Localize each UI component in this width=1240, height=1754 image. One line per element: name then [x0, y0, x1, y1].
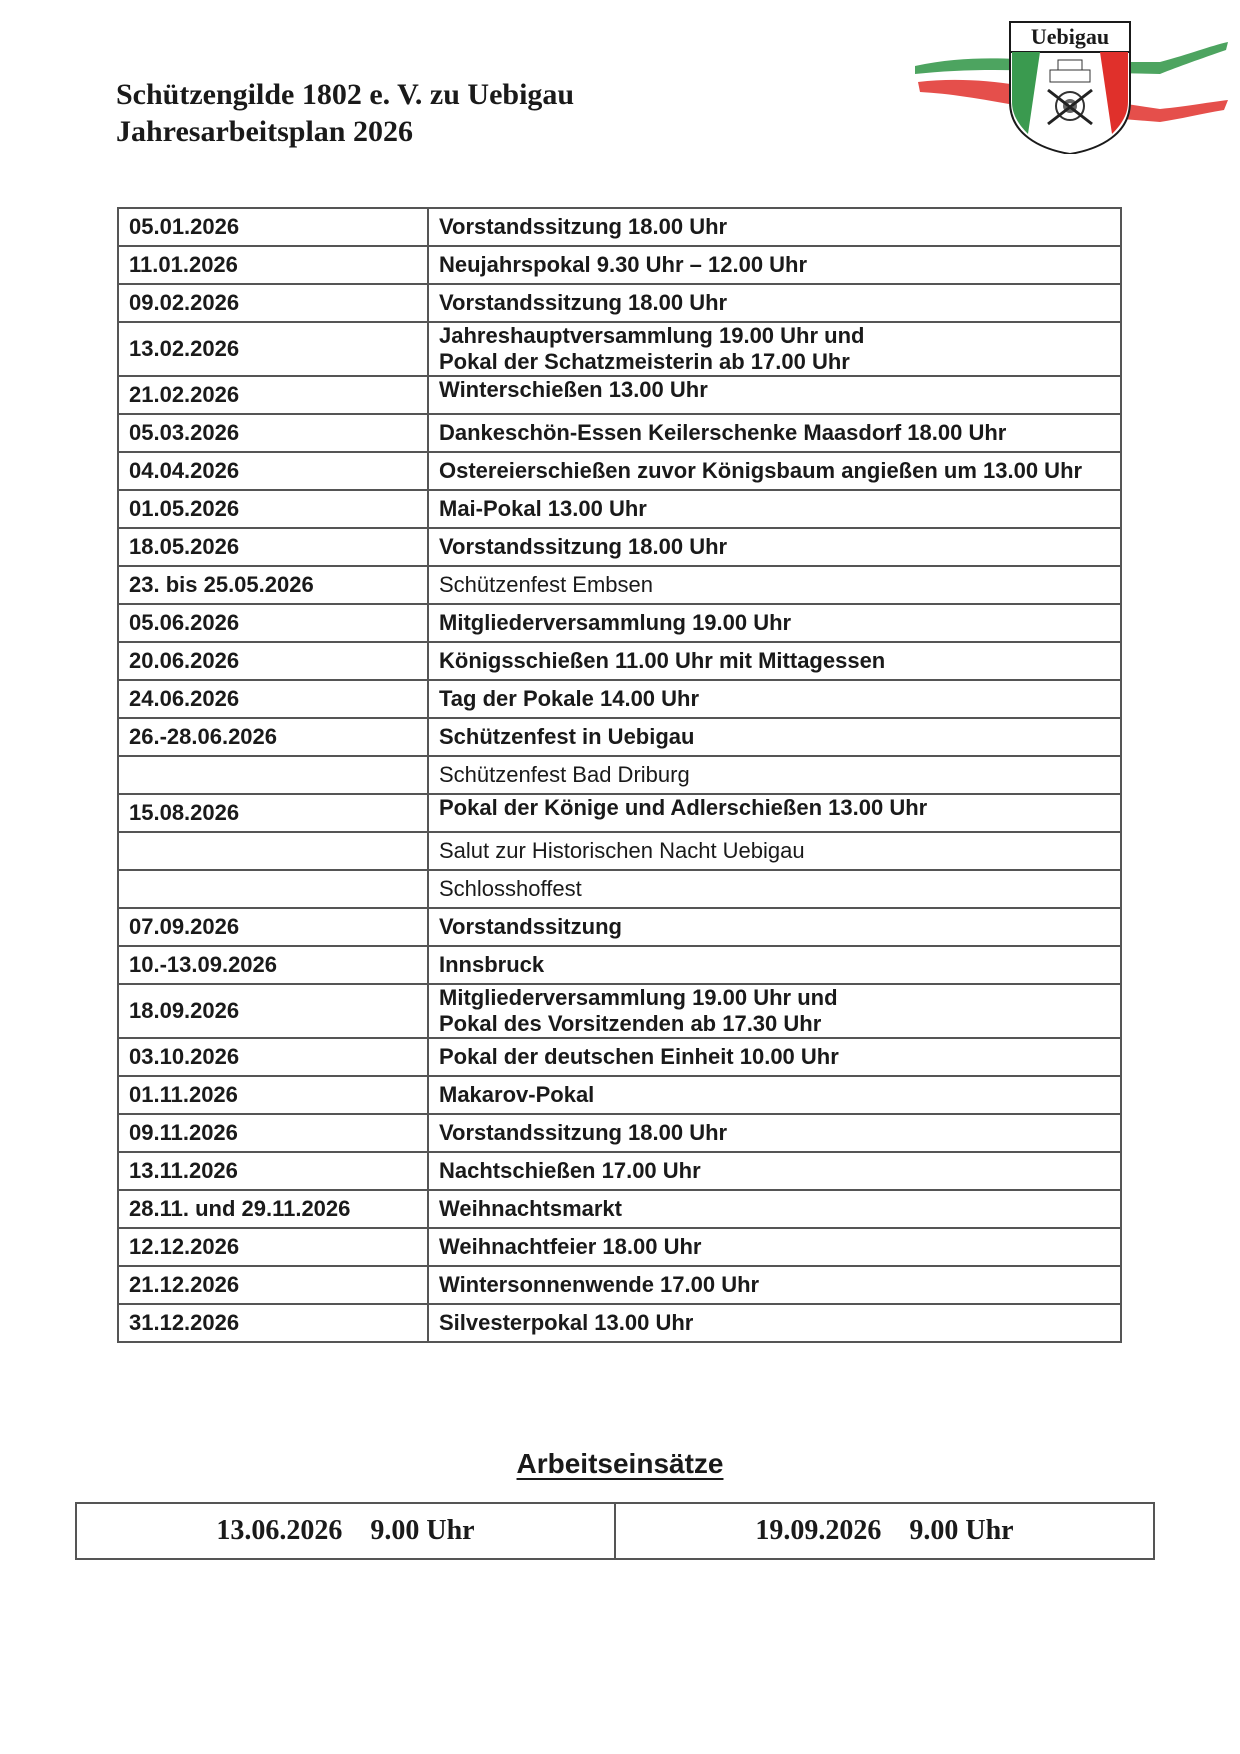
event-row — [118, 1190, 1121, 1228]
event-row — [118, 718, 1121, 756]
event-row — [118, 756, 1121, 794]
event-description — [428, 1190, 1121, 1228]
event-date: 09.02.2026 — [118, 284, 428, 322]
event-line: Tag der Pokale 14.00 Uhr — [439, 686, 700, 711]
event-row — [118, 870, 1121, 908]
event-date: 21.02.2026 — [118, 376, 428, 414]
event-date: 05.01.2026 — [118, 208, 428, 246]
event-date: 03.10.2026 — [118, 1038, 428, 1076]
event-description — [428, 284, 1121, 322]
event-line: Mai-Pokal 13.00 Uhr — [439, 496, 647, 521]
event-line: Pokal der Schatzmeisterin ab 17.00 Uhr — [439, 349, 850, 374]
event-line: Pokal der Könige und Adlerschießen 13.00 Uhr — [439, 795, 928, 820]
event-date: 01.11.2026 — [118, 1076, 428, 1114]
event-row — [118, 908, 1121, 946]
event-line: Innsbruck — [439, 952, 545, 977]
arbeitseinsatz-date: 13.06.2026 — [216, 1515, 343, 1546]
event-description — [428, 528, 1121, 566]
arbeitseinsaetze-title: Arbeitseinsätze — [516, 1448, 724, 1479]
event-description — [428, 794, 1121, 832]
event-row — [118, 246, 1121, 284]
event-description — [428, 1266, 1121, 1304]
event-row — [118, 832, 1121, 870]
event-description — [428, 414, 1121, 452]
event-line: Königsschießen 11.00 Uhr mit Mittagessen — [439, 648, 886, 673]
event-row — [118, 1266, 1121, 1304]
event-description — [428, 490, 1121, 528]
event-date: 11.01.2026 — [118, 246, 428, 284]
event-date: 23. bis 25.05.2026 — [118, 566, 428, 604]
event-date: 13.02.2026 — [118, 322, 428, 376]
event-row — [118, 1304, 1121, 1342]
event-line: Winterschießen 13.00 Uhr — [439, 377, 708, 402]
event-line: Dankeschön-Essen Keilerschenke Maasdorf 18.00 Uhr — [439, 420, 1007, 445]
event-date: 13.11.2026 — [118, 1152, 428, 1190]
arbeitseinsatz-date: 19.09.2026 — [755, 1515, 882, 1546]
event-date: 04.04.2026 — [118, 452, 428, 490]
event-description — [428, 756, 1121, 794]
event-description — [428, 1304, 1121, 1342]
event-description — [428, 718, 1121, 756]
event-line: Schützenfest Embsen — [439, 572, 654, 597]
plan-title: Jahresarbeitsplan 2026 — [116, 115, 413, 148]
event-row — [118, 1114, 1121, 1152]
event-line: Schützenfest Bad Driburg — [439, 762, 690, 787]
event-description — [428, 1038, 1121, 1076]
event-line: Vorstandssitzung 18.00 Uhr — [439, 290, 728, 315]
event-row — [118, 490, 1121, 528]
event-description — [428, 642, 1121, 680]
event-description — [428, 1228, 1121, 1266]
event-date — [118, 756, 428, 794]
arbeitseinsatz-cell — [615, 1503, 1154, 1559]
event-row — [118, 984, 1121, 1038]
event-line: Silvesterpokal 13.00 Uhr — [439, 1310, 694, 1335]
event-row — [118, 680, 1121, 718]
event-row — [118, 1076, 1121, 1114]
event-date: 07.09.2026 — [118, 908, 428, 946]
event-date: 26.-28.06.2026 — [118, 718, 428, 756]
event-line: Mitgliederversammlung 19.00 Uhr und — [439, 985, 838, 1010]
event-description — [428, 1152, 1121, 1190]
event-row — [118, 284, 1121, 322]
club-name: Schützengilde 1802 e. V. zu Uebigau — [116, 78, 575, 111]
event-row — [118, 946, 1121, 984]
event-date: 05.03.2026 — [118, 414, 428, 452]
events-table — [117, 207, 1122, 1343]
event-description — [428, 452, 1121, 490]
event-line: Vorstandssitzung — [439, 914, 622, 939]
event-date: 24.06.2026 — [118, 680, 428, 718]
event-row — [118, 376, 1121, 414]
event-date: 12.12.2026 — [118, 1228, 428, 1266]
event-line: Jahreshauptversammlung 19.00 Uhr und — [439, 323, 865, 348]
event-description — [428, 322, 1121, 376]
event-date: 20.06.2026 — [118, 642, 428, 680]
event-description — [428, 1076, 1121, 1114]
event-line: Weihnachtsmarkt — [439, 1196, 622, 1221]
event-date: 21.12.2026 — [118, 1266, 428, 1304]
event-row — [118, 794, 1121, 832]
arbeitseinsatz-cell — [76, 1503, 615, 1559]
event-date: 10.-13.09.2026 — [118, 946, 428, 984]
event-date — [118, 832, 428, 870]
logo-name: Uebigau — [1030, 24, 1110, 49]
event-date: 18.09.2026 — [118, 984, 428, 1038]
event-date — [118, 870, 428, 908]
event-date: 09.11.2026 — [118, 1114, 428, 1152]
event-line: Schlosshoffest — [439, 876, 582, 901]
event-row — [118, 1152, 1121, 1190]
event-line: Pokal der deutschen Einheit 10.00 Uhr — [439, 1044, 839, 1069]
event-description — [428, 246, 1121, 284]
event-description — [428, 604, 1121, 642]
event-line: Neujahrspokal 9.30 Uhr – 12.00 Uhr — [439, 252, 808, 277]
event-row — [118, 566, 1121, 604]
arbeitseinsatz-time: 9.00 Uhr — [909, 1515, 1014, 1546]
event-description — [428, 984, 1121, 1038]
event-description — [428, 832, 1121, 870]
document-title — [116, 76, 574, 150]
event-line: Vorstandssitzung 18.00 Uhr — [439, 214, 728, 239]
arbeitseinsaetze-table — [75, 1502, 1155, 1560]
event-line: Nachtschießen 17.00 Uhr — [439, 1158, 701, 1183]
event-row — [118, 1038, 1121, 1076]
event-line: Schützenfest in Uebigau — [439, 724, 695, 749]
event-description — [428, 1114, 1121, 1152]
event-description — [428, 680, 1121, 718]
event-row — [118, 528, 1121, 566]
event-row — [118, 1228, 1121, 1266]
club-logo — [910, 14, 1230, 154]
event-row — [118, 604, 1121, 642]
event-description — [428, 908, 1121, 946]
event-row — [118, 208, 1121, 246]
event-line: Weihnachtfeier 18.00 Uhr — [439, 1234, 702, 1259]
event-date: 28.11. und 29.11.2026 — [118, 1190, 428, 1228]
event-line: Makarov-Pokal — [439, 1082, 595, 1107]
event-line: Vorstandssitzung 18.00 Uhr — [439, 1120, 728, 1145]
event-row — [118, 414, 1121, 452]
event-date: 05.06.2026 — [118, 604, 428, 642]
arbeitseinsaetze-row — [76, 1503, 1154, 1559]
event-date: 15.08.2026 — [118, 794, 428, 832]
event-line: Salut zur Historischen Nacht Uebigau — [439, 838, 805, 863]
event-date: 18.05.2026 — [118, 528, 428, 566]
event-row — [118, 452, 1121, 490]
event-description — [428, 208, 1121, 246]
event-date: 31.12.2026 — [118, 1304, 428, 1342]
event-line: Ostereierschießen zuvor Königsbaum angießen um 13.00 Uhr — [439, 458, 1083, 483]
event-line: Pokal des Vorsitzenden ab 17.30 Uhr — [439, 1011, 822, 1036]
event-description — [428, 376, 1121, 414]
event-description — [428, 870, 1121, 908]
event-row — [118, 322, 1121, 376]
event-description — [428, 946, 1121, 984]
event-row — [118, 642, 1121, 680]
event-description — [428, 566, 1121, 604]
event-line: Mitgliederversammlung 19.00 Uhr — [439, 610, 792, 635]
event-line: Vorstandssitzung 18.00 Uhr — [439, 534, 728, 559]
arbeitseinsatz-time: 9.00 Uhr — [370, 1515, 475, 1546]
event-line: Wintersonnenwende 17.00 Uhr — [439, 1272, 760, 1297]
event-date: 01.05.2026 — [118, 490, 428, 528]
